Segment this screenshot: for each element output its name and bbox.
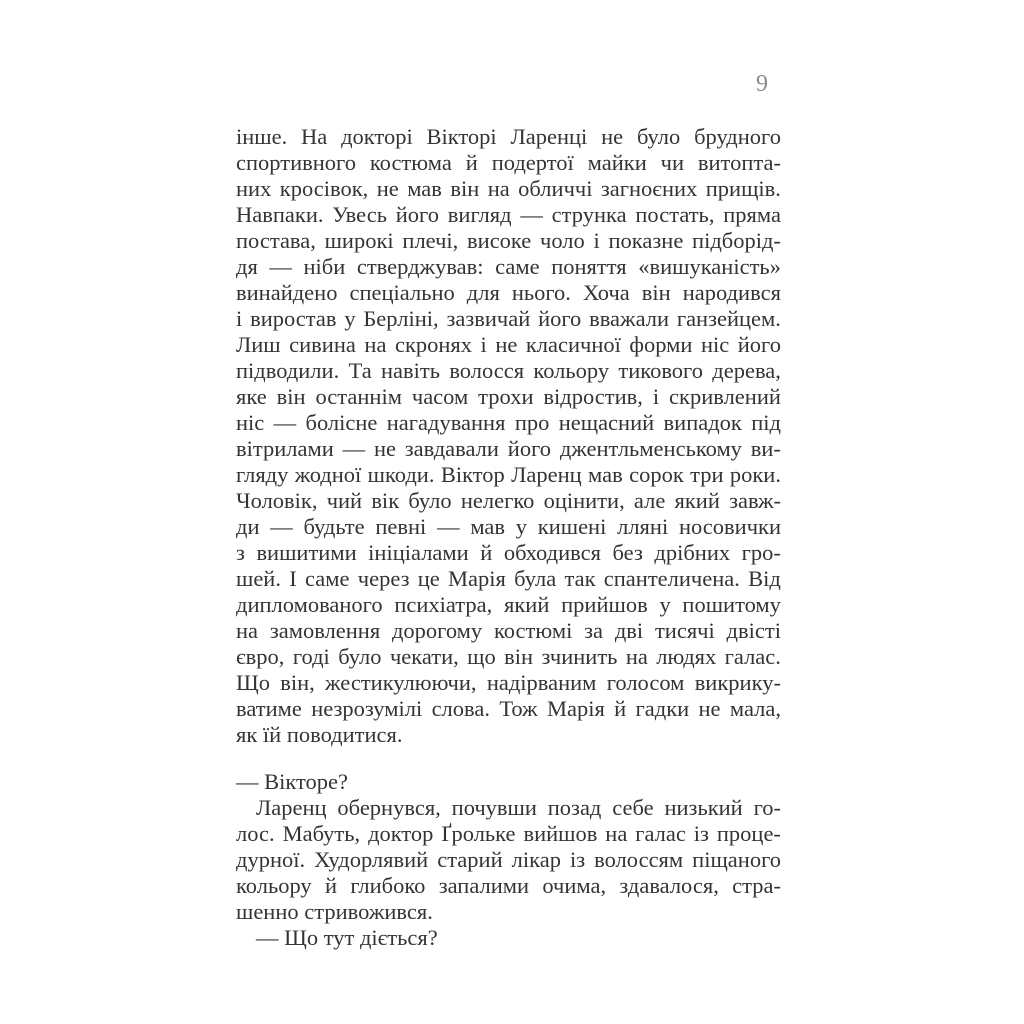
text-line: ніс — болісне нагадування про нещасний випадок під [236, 410, 781, 435]
text-line: ди — будьте певні — мав у кишені лляні носовички [236, 514, 781, 539]
text-line: спортивного костюма й подертої майки чи витопта- [236, 150, 781, 175]
text-line: Чоловік, чий вік було нелегко оцінити, але який завж- [236, 488, 781, 513]
text-line: дипломованого психіатра, який прийшов у пошитому [236, 592, 781, 617]
text-line: лос. Мабуть, доктор Ґрольке вийшов на галас із проце- [236, 821, 781, 846]
page-number: 9 [756, 71, 768, 97]
text-line: постава, широкі плечі, високе чоло і показне підборід- [236, 228, 781, 253]
text-line: яке він останнім часом трохи відростив, і скривлений [236, 384, 781, 409]
text-line: гляду жодної шкоди. Віктор Ларенц мав сорок три роки. [236, 462, 781, 487]
text-line: дурної. Худорлявий старий лікар із волоссям піщаного [236, 847, 781, 872]
text-line: Що він, жестикулюючи, надірваним голосом викрику- [236, 670, 781, 695]
text-line: з вишитими ініціалами й обходився без дрібних гро- [236, 540, 781, 565]
text-line: Навпаки. Увесь його вигляд — струнка постать, пряма [236, 202, 781, 227]
text-line: на замовлення дорогому костюмі за дві тисячі двісті [236, 618, 781, 643]
text-line: інше. На докторі Вікторі Ларенці не було брудного [236, 124, 781, 149]
text-line: і виростав у Берліні, зазвичай його вважали ганзейцем. [236, 306, 781, 331]
text-line: євро, годі було чекати, що він зчинить на людях галас. [236, 644, 781, 669]
text-line: Лиш сивина на скронях і не класичної форми ніс його [236, 332, 781, 357]
text-line: підводили. Та навіть волосся кольору тикового дерева, [236, 358, 781, 383]
text-line: — Вікторе? [236, 769, 349, 794]
text-line: шенно стривожився. [236, 899, 433, 924]
text-line: кольору й глибоко запалими очима, здавалося, стра- [236, 873, 781, 898]
text-block [236, 124, 781, 951]
text-line: як їй поводитися. [236, 722, 403, 747]
text-line: Ларенц обернувся, почувши позад себе низький го- [256, 795, 781, 820]
text-line: шей. І саме через це Марія була так спантеличена. Від [236, 566, 781, 591]
text-line: ватиме незрозумілі слова. Тож Марія й гадки не мала, [236, 696, 781, 721]
text-line: винайдено спеціально для нього. Хоча він народився [236, 280, 781, 305]
text-line: вітрилами — не завдавали його джентльменському ви- [236, 436, 781, 461]
text-line: — Що тут діється? [256, 925, 438, 950]
text-line: них кросівок, не мав він на обличчі загноєних прищів. [236, 176, 781, 201]
text-line: дя — ніби стверджував: саме поняття «вишуканість» [236, 254, 781, 279]
